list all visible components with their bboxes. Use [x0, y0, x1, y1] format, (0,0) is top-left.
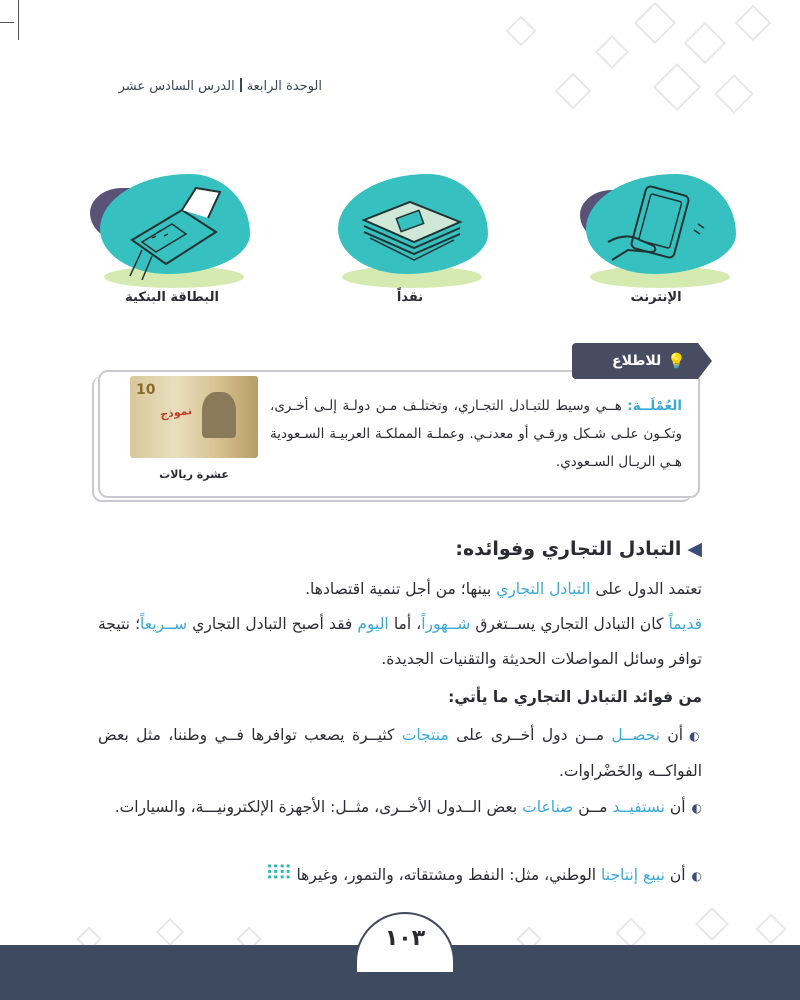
highlight: منتجات	[401, 726, 449, 744]
info-term: العُمْلَــة:	[627, 398, 682, 414]
text: فقد أصبح التبادل التجاري	[187, 615, 358, 633]
text: كان التبادل التجاري يســتغرق	[470, 615, 669, 633]
text: كثيــرة يصعب توافرها فــي وطننا، مثل بعض الفواكــه والخَضْراوات.	[98, 726, 702, 780]
paragraph-2	[98, 607, 702, 677]
highlight: نحصــل	[611, 726, 661, 744]
text: بينها؛ من أجل تنمية اقتصادها.	[305, 580, 497, 598]
benefit-item-1	[98, 718, 702, 789]
text: ، أما	[388, 615, 422, 633]
text: أن	[660, 726, 684, 744]
payment-label-card: البطاقة البنكية	[125, 290, 219, 305]
info-tag	[572, 343, 698, 379]
benefit-item-2	[98, 790, 702, 826]
page-header	[119, 78, 322, 94]
info-tag-label: للاطلاع	[612, 353, 662, 369]
portrait	[202, 392, 236, 438]
info-body: هــي وسيط للتبـادل التجـاري، وتختلـف مـن دولـة إلـى أخـرى، وتكـون علـى شـكل ورقـي أو معدنـي. وعملـة المملكـة العربيـة السـعودية هـي الريـال السـعودي.	[270, 398, 682, 470]
bullet-icon: ◐	[691, 801, 702, 815]
text: الوطني، مثل: النفط ومشتقاته، والتمور، وغيرها	[296, 866, 602, 884]
text: مــن دول أخــرى على	[448, 726, 612, 744]
highlight: صناعات	[522, 798, 574, 816]
tablet-payment-icon	[598, 180, 718, 270]
banknote-numeral: 10	[136, 382, 156, 398]
lesson-label: الدرس السادس عشر	[118, 79, 235, 94]
highlight: اليوم	[357, 615, 389, 633]
highlight: قديماً	[668, 615, 702, 633]
text: مــن	[573, 798, 613, 816]
unit-label: الوحدة الرابعة	[246, 79, 322, 94]
banknote-image	[130, 376, 258, 458]
payment-internet-image	[568, 168, 748, 288]
cash-stack-icon	[350, 180, 480, 270]
highlight: شــهوراً	[421, 615, 471, 633]
card-terminal-icon	[112, 180, 242, 280]
crop-mark	[18, 0, 19, 40]
text: ؛ نتيجة توافر وسائل المواصلات الحديثة والتقنيات الجديدة.	[98, 615, 702, 668]
section-title	[455, 538, 702, 560]
benefits-title: من فوائد التبادل التجاري ما يأتي:	[448, 688, 702, 706]
paragraph-1	[98, 572, 702, 607]
payment-cash-image	[320, 168, 500, 288]
header-divider	[240, 78, 242, 92]
banknote-stamp: نموذج	[159, 403, 193, 422]
highlight: التبادل التجاري	[496, 580, 591, 598]
payment-label-internet: الإنترنت	[630, 290, 682, 305]
text: أن	[664, 866, 686, 884]
info-definition	[270, 392, 682, 476]
text: أن	[664, 798, 686, 816]
bullet-icon: ◐	[689, 729, 702, 743]
dots-grid-icon: ⠿⠿	[265, 861, 291, 885]
payment-card-image	[82, 168, 262, 288]
chevron-left-icon: ◀	[687, 538, 702, 560]
page-number: ١٠٣	[355, 912, 455, 972]
payment-label-cash: نقداً	[396, 290, 424, 305]
benefit-item-3	[98, 856, 702, 894]
highlight: نستفيــد	[612, 798, 665, 816]
text: بعض الــدول الأخــرى، مثــل: الأجهزة الإلكترونيـــة، والسيارات.	[114, 798, 523, 816]
text: تعتمد الدول على	[590, 580, 702, 598]
bullet-icon: ◐	[691, 869, 702, 883]
highlight: نبيع إنتاجنا	[601, 866, 665, 884]
banknote-caption: عشرة ريالات	[159, 468, 229, 481]
crop-mark	[0, 22, 14, 23]
section-title-text: التبادل التجاري وفوائده:	[455, 538, 682, 560]
lightbulb-icon: 💡	[667, 352, 686, 370]
highlight: ســريعاً	[140, 615, 188, 633]
